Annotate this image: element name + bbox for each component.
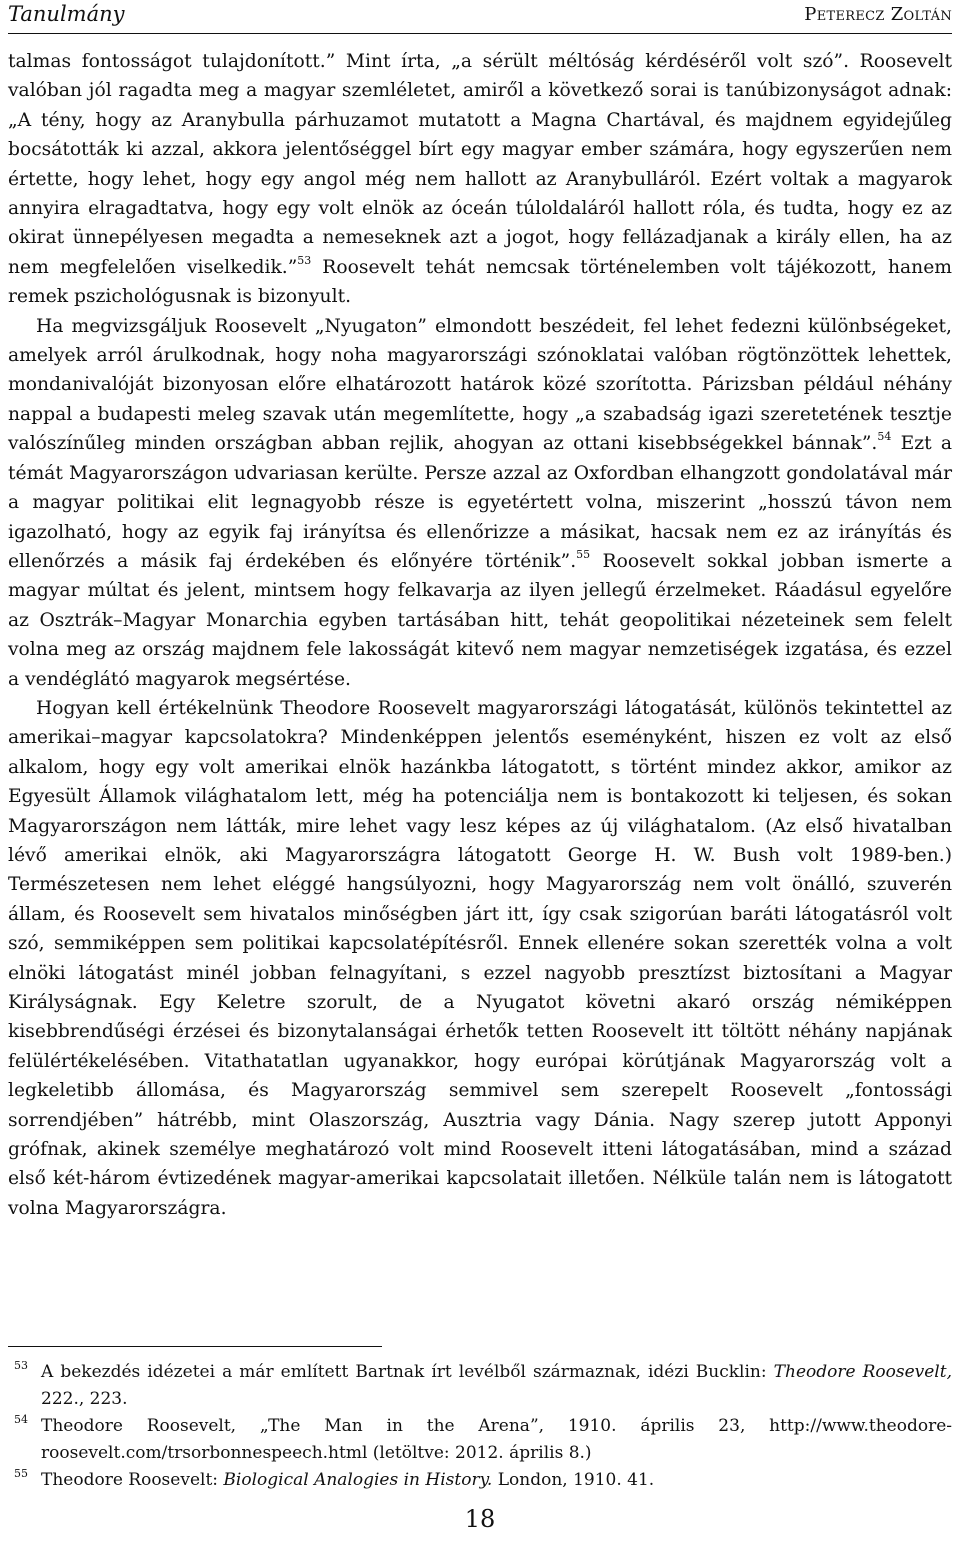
paragraph-2 <box>8 312 952 694</box>
footnote-pages: London, 1910. 41. <box>492 1470 655 1490</box>
footnote-pages: 222., 223. <box>41 1389 128 1409</box>
footnote-55 <box>8 1467 952 1494</box>
paragraph-3 <box>8 694 952 1223</box>
section-label: Tanulmány <box>8 2 125 26</box>
footnotes <box>8 1359 952 1494</box>
footnote-text[interactable]: Theodore Roosevelt, „The Man in the Arena”, 1910. április 23, http://www.theodore-roosevelt.com/trsorbonnespeech.html (letöltve: 2012. április 8.) <box>41 1416 952 1463</box>
paragraph-2-text-c: Roosevelt sokkal jobban ismerte a magyar múltat és jelent, mintsem hogy felkavarja az ilyen jellegű érzelmeket. Ráadásul egyelőre az Osztrák–Magyar Monarchia egyben tartásában hitt, tehát geopolitikai nézeteinek sem felelt volna meg az ország majdnem fele lakosságát kitevő nem magyar nemzetiségek izgatása, és ezzel a vendéglátó magyarok megsértése. <box>8 550 952 690</box>
paragraph-3-text: Hogyan kell értékelnünk Theodore Roosevelt magyarországi látogatását, különös tekintettel az amerikai–magyar kapcsolatokra? Mindenképpen jelentős eseményként, hiszen ez volt az első alkalom, hogy egy volt amerikai elnök hazánkba látogatott, s történt mindez akkor, amikor az Egyesült Államok világhatalom lett, még ha potenciálja nem is bontakozott ki teljesen, és sokan Magyarországon nem látták, mire lehet vagy lesz képes az új világhatalom. (Az első hivatalban lévő amerikai elnök, aki Magyarországra látogatott George H. W. Bush volt 1989-ben.) Természetesen nem lehet eléggé hangsúlyozni, hogy Magyarország nem volt önálló, szuverén állam, és Roosevelt sem hivatalos minőségben járt itt, így csak szigorúan baráti látogatásról volt szó, semmiképpen sem politikai kapcsolatépítésről. Ennek ellenére sokan szerették volna a volt elnöki látogatást minél jobban felnagyítani, s ezzel nagyobb presztízst biztosítani a Magyar Királyságnak. Egy Keletre szorult, de a Nyugatot követni akaró ország némiképpen kisebbrendűségi érzései és bizonytalanságai érhetők tetten Roosevelt itt töltött néhány napjának felülértékelésében. Vitathatatlan ugyanakkor, hogy európai körútjának Magyarország volt a legkeletibb állomása, és Magyarország semmivel sem szerepelt Roosevelt „fontossági sorrendjében” hátrébb, mint Olaszország, Ausztria vagy Dánia. Nagy szerep jutott Apponyi grófnak, akinek személye meghatározó volt mind Roosevelt itteni látogatásában, mind a század első két-három évtizedének magyar-amerikai kapcsolatait illetően. Nélküle talán nem is látogatott volna Magyarországra. <box>8 697 952 1219</box>
footnote-ref-53[interactable]: 53 <box>297 253 312 267</box>
footnote-number: 55 <box>14 1467 28 1480</box>
footnote-rule <box>8 1346 382 1347</box>
author-name: Peterecz Zoltán <box>804 4 952 25</box>
footnote-number: 54 <box>14 1413 28 1426</box>
paragraph-1 <box>8 47 952 312</box>
paragraph-1-text-a: talmas fontosságot tulajdonított.” Mint írta, „a sérült méltóság kérdéséről volt szó”. Roosevelt valóban jól ragadta meg a magyar szemléletet, amiről a következő sorai is tanúbizonyságot adnak: „A tény, hogy az Aranybulla párhuzamot mutatott a Magna Chartával, és majdnem egyidejűleg bocsátották ki azzal, akkora jelentőséggel bírt egy magyar ember számára, hogy egyszerűen nem értette, hogy lehet, hogy egy angol még nem hallott az Aranybulláról. Ezért voltak a magyarok annyira elragadtatva, hogy egy volt elnök az óceán túloldaláról hallott róla, és tudta, hogy ez az okirat ünnepélyesen megadta a nemeseknek azt a jogot, hogy fellázadjanak a király ellen, ha az nem megfelelően viselkedik.” <box>8 51 952 278</box>
paragraph-1-text-b: Roosevelt tehát nemcsak történelemben volt tájékozott, hanem remek pszichológusnak is bizonyult. <box>8 256 952 308</box>
paragraph-2-text-b: Ezt a témát Magyarországon udvariasan kerülte. Persze azzal az Oxfordban elhangzott gondolatával már a magyar politikai elit legnagyobb része is egyetértett volna, miszerint „hosszú távon nem igazolható, hogy az egyik faj irányítsa és ellenőrizze a másikat, hacsak nem ez az irányítás és ellenőrzés a másik faj érdekében és előnyére történik”. <box>8 433 952 572</box>
footnote-text: Theodore Roosevelt: <box>41 1470 224 1490</box>
paragraph-2-text-a: Ha megvizsgáljuk Roosevelt „Nyugaton” elmondott beszédeit, fel lehet fedezni különbségeket, amelyek arról árulkodnak, hogy noha magyarországi szónoklatai valóban rögtönzöttek lehettek, mondanivalóját bizonyosan előre elhatározott határok közé szorította. Párizsban például néhány nappal a budapesti meleg szavak után megemlítette, hogy „a szabadság igazi szeretetének tesztje valószínűleg minden országban abban rejlik, ahogyan az ottani kisebbségekkel bánnak”. <box>8 315 952 455</box>
footnote-number: 53 <box>14 1359 28 1372</box>
running-header <box>8 0 952 32</box>
footnote-title: Biological Analogies in History. <box>223 1470 493 1490</box>
header-rule <box>8 33 952 34</box>
footnote-ref-54[interactable]: 54 <box>877 430 892 444</box>
main-text <box>8 47 952 1223</box>
footnote-title: Theodore Roosevelt, <box>773 1362 952 1382</box>
footnote-54 <box>8 1413 952 1467</box>
footnote-text: A bekezdés idézetei a már említett Bartnak írt levélből származnak, idézi Bucklin: <box>41 1362 774 1382</box>
page-number: 18 <box>464 1505 496 1533</box>
footnote-ref-55[interactable]: 55 <box>576 547 591 561</box>
footnote-53 <box>8 1359 952 1413</box>
